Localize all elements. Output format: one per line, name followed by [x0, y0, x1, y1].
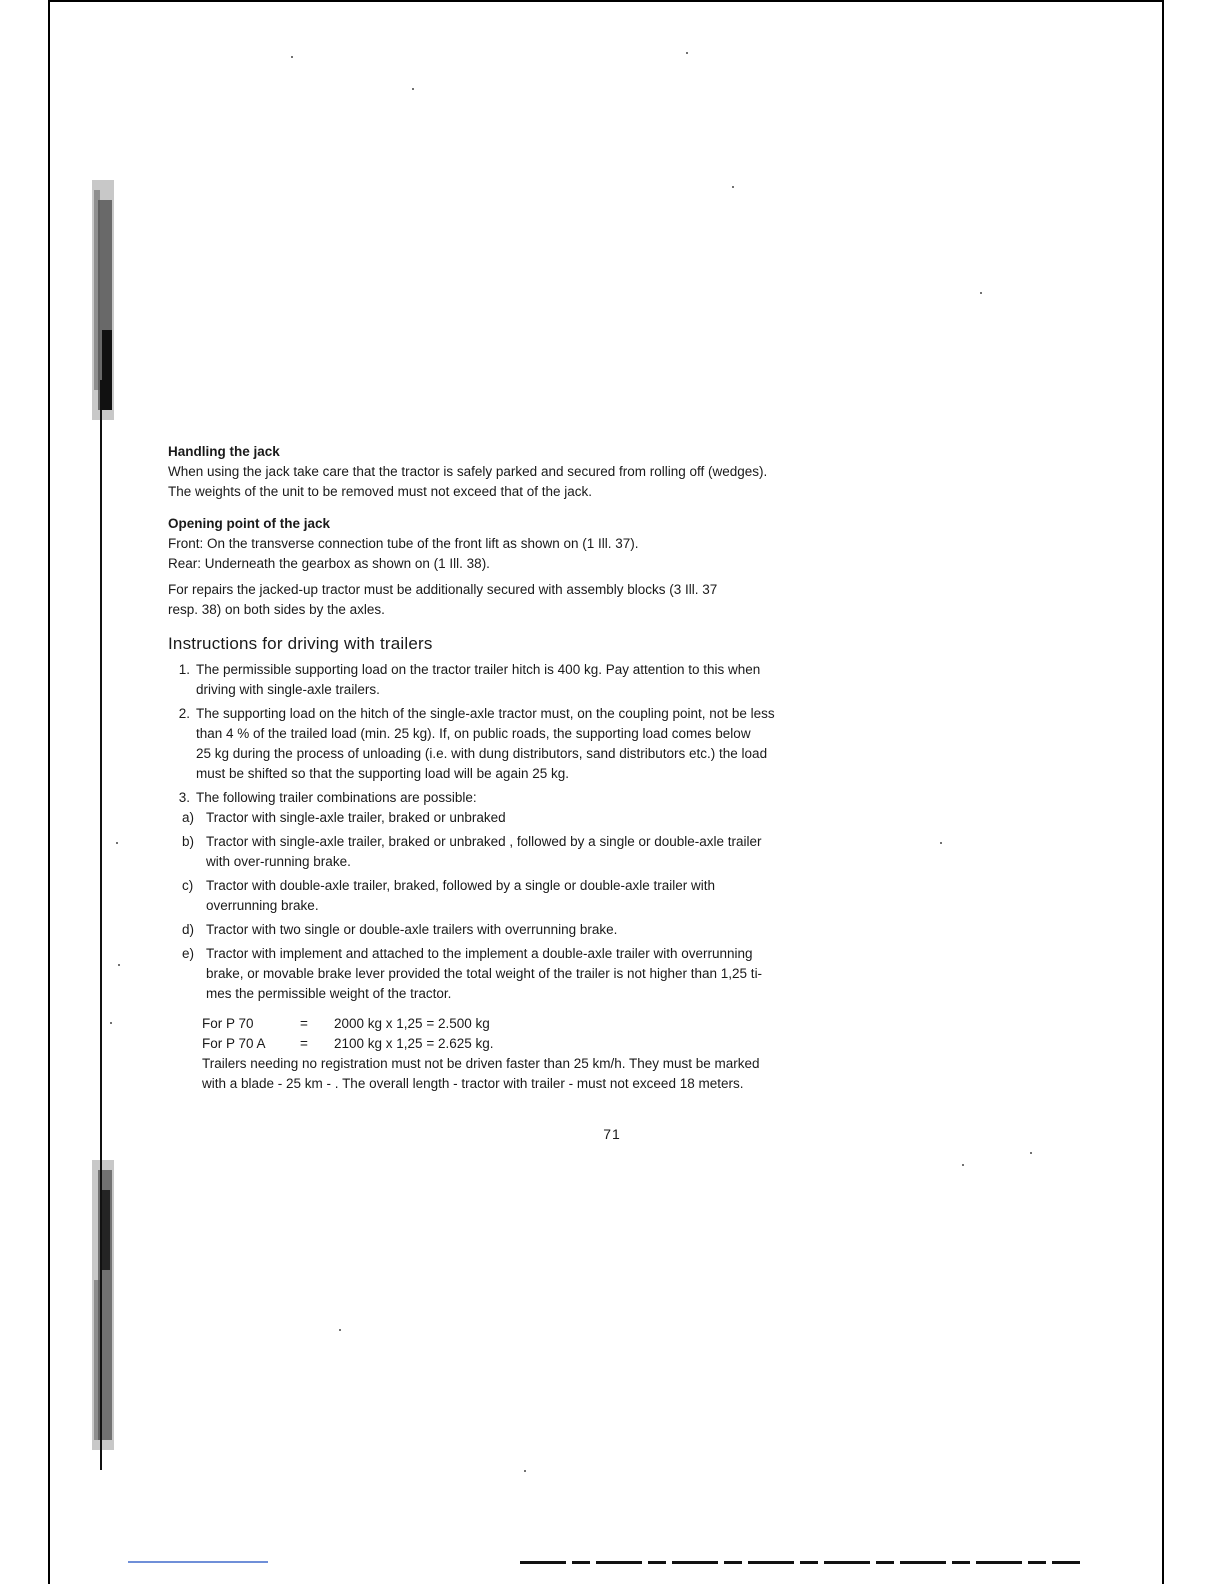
- scan-speck: [339, 1329, 341, 1331]
- scan-speck: [980, 292, 982, 294]
- binding-spine-line: [100, 380, 102, 1470]
- binding-edge-lower: [84, 1160, 144, 1460]
- scan-speck: [412, 88, 414, 90]
- subitem-text-line: Tractor with implement and attached to the implement a double-axle trailer with overrunning: [206, 946, 753, 961]
- subitem-text-line: Tractor with double-axle trailer, braked, followed by a single or double-axle trailer with: [206, 878, 715, 893]
- item-text-line: The supporting load on the hitch of the single-axle tractor must, on the coupling point, not be less: [196, 706, 775, 721]
- combination-subitem: [182, 944, 928, 1004]
- scan-speck: [1030, 1152, 1032, 1154]
- jack-heading: Handling the jack: [168, 444, 280, 459]
- calc-model: For P 70: [202, 1016, 254, 1031]
- subitem-text-line: Tractor with single-axle trailer, braked or unbraked , followed by a single or double-axle trailer: [206, 834, 762, 849]
- subitem-text-line: Tractor with two single or double-axle trailers with overrunning brake.: [206, 922, 618, 937]
- scan-speck: [524, 1470, 526, 1472]
- subitem-text-line: brake, or movable brake lever provided the total weight of the trailer is not higher than 1,25 ti-: [206, 966, 763, 981]
- calc-equals: =: [300, 1036, 308, 1051]
- scan-edge-line: [128, 1561, 268, 1563]
- jack-text-line: The weights of the unit to be removed must not exceed that of the jack.: [168, 484, 592, 499]
- subitem-label: a): [182, 810, 195, 825]
- item-text-line: must be shifted so that the supporting load will be again 25 kg.: [196, 766, 569, 781]
- combination-subitem: [182, 832, 928, 872]
- item-text-line: The following trailer combinations are possible:: [196, 790, 477, 805]
- page-number: 71: [603, 1126, 621, 1142]
- repairs-text-line: resp. 38) on both sides by the axles.: [168, 602, 385, 617]
- opening-front-text: Front: On the transverse connection tube of the front lift as shown on (1 Ill. 37).: [168, 536, 639, 551]
- opening-rear-text: Rear: Underneath the gearbox as shown on (1 Ill. 38).: [168, 556, 490, 571]
- scan-speck: [110, 1022, 112, 1024]
- manual-page-content: [168, 442, 928, 1094]
- subitem-text-line: Tractor with single-axle trailer, braked or unbraked: [206, 810, 506, 825]
- jack-text-line: When using the jack take care that the tractor is safely parked and secured from rolling off (wedges).: [168, 464, 768, 479]
- trailers-section-heading: Instructions for driving with trailers: [168, 634, 433, 653]
- scan-edge-dashes: [520, 1561, 1080, 1564]
- scan-speck: [116, 842, 118, 844]
- item-text-line: 25 kg during the process of unloading (i.e. with dung distributors, sand distributors etc.) the load: [196, 746, 768, 761]
- trailer-instruction-item: [168, 704, 928, 784]
- calc-model: For P 70 A: [202, 1036, 266, 1051]
- trailer-instruction-item: [168, 660, 928, 700]
- scan-speck: [686, 52, 688, 54]
- calc-equals: =: [300, 1016, 308, 1031]
- subitem-text-line: overrunning brake.: [206, 898, 319, 913]
- opening-point-heading: Opening point of the jack: [168, 516, 330, 531]
- repairs-text-line: For repairs the jacked-up tractor must be additionally secured with assembly blocks (3 Ill. 37: [168, 582, 718, 597]
- item-number: 2.: [178, 706, 190, 721]
- item-number: 3.: [178, 790, 190, 805]
- subitem-label: c): [182, 878, 194, 893]
- combination-subitem: [182, 920, 928, 940]
- scan-speck: [940, 842, 942, 844]
- subitem-text-line: mes the permissible weight of the tractor.: [206, 986, 452, 1001]
- subitem-label: d): [182, 922, 195, 937]
- closing-text-line: Trailers needing no registration must not be driven faster than 25 km/h. They must be marked: [202, 1056, 760, 1071]
- item-text-line: driving with single-axle trailers.: [196, 682, 380, 697]
- scan-speck: [732, 186, 734, 188]
- subitem-text-line: with over-running brake.: [206, 854, 351, 869]
- scan-speck: [118, 964, 120, 966]
- scan-speck: [291, 56, 293, 58]
- scan-speck: [962, 1164, 964, 1166]
- calc-value: 2000 kg x 1,25 = 2.500 kg: [334, 1016, 490, 1031]
- item-text-line: The permissible supporting load on the tractor trailer hitch is 400 kg. Pay attention to this when: [196, 662, 761, 677]
- binding-edge-upper: [84, 180, 144, 430]
- weight-calculation-row: [202, 1014, 928, 1034]
- calc-value: 2100 kg x 1,25 = 2.625 kg.: [334, 1036, 494, 1051]
- trailer-instruction-item: [168, 788, 928, 808]
- weight-calculation-row: [202, 1034, 928, 1054]
- item-number: 1.: [178, 662, 190, 677]
- weight-calculation-block: [202, 1014, 928, 1094]
- item-text-line: than 4 % of the trailed load (min. 25 kg). If, on public roads, the supporting load comes below: [196, 726, 751, 741]
- closing-text-line: with a blade - 25 km - . The overall length - tractor with trailer - must not exceed 18 meters.: [202, 1076, 744, 1091]
- subitem-label: b): [182, 834, 195, 849]
- subitem-label: e): [182, 946, 195, 961]
- combination-subitem: [182, 808, 928, 828]
- combination-subitem: [182, 876, 928, 916]
